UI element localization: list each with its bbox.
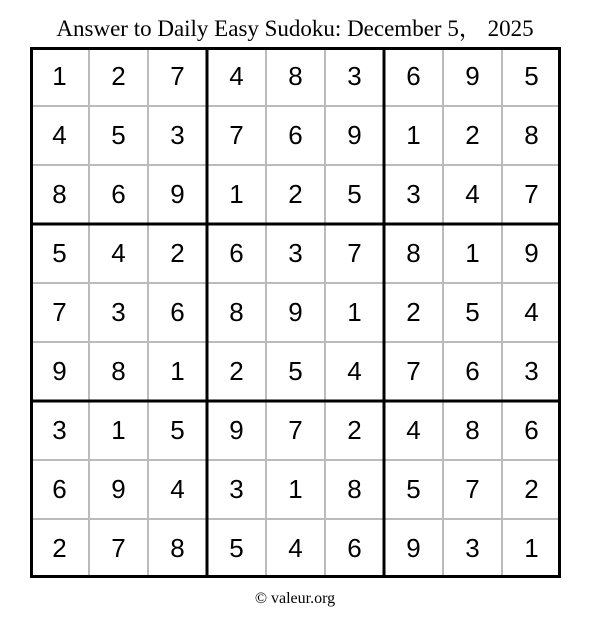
sudoku-cell-r1-c4: 4	[229, 61, 244, 91]
sudoku-cell-r6-c4: 2	[229, 356, 244, 386]
sudoku-cell-r9-c3: 8	[170, 533, 185, 563]
sudoku-cell-r6-c5: 5	[288, 356, 303, 386]
sudoku-cell-r8-c4: 3	[229, 474, 244, 504]
sudoku-cell-r8-c5: 1	[288, 474, 303, 504]
sudoku-cell-r5-c9: 4	[524, 297, 539, 327]
sudoku-cell-r7-c7: 4	[406, 415, 421, 445]
sudoku-cells	[30, 47, 561, 578]
sudoku-cell-r8-c9: 2	[524, 474, 539, 504]
puzzle-title: Answer to Daily Easy Sudoku: December 5， 2025	[56, 16, 534, 41]
sudoku-cell-r8-c6: 8	[347, 474, 362, 504]
sudoku-cell-r6-c9: 3	[524, 356, 539, 386]
sudoku-cell-r2-c5: 6	[288, 120, 303, 150]
sudoku-cell-r6-c7: 7	[406, 356, 421, 386]
sudoku-cell-r1-c5: 8	[288, 61, 303, 91]
sudoku-cell-r8-c2: 9	[111, 474, 126, 504]
sudoku-cell-r5-c2: 3	[111, 297, 126, 327]
sudoku-cell-r6-c1: 9	[52, 356, 67, 386]
sudoku-cell-r7-c2: 1	[111, 415, 126, 445]
sudoku-cell-r6-c8: 6	[465, 356, 480, 386]
sudoku-cell-r4-c7: 8	[406, 238, 421, 268]
copyright-footer: © valeur.org	[254, 590, 336, 607]
sudoku-cell-r3-c3: 9	[170, 179, 185, 209]
sudoku-cell-r9-c2: 7	[111, 533, 126, 563]
sudoku-cell-r9-c4: 5	[229, 533, 244, 563]
sudoku-cell-r8-c7: 5	[406, 474, 421, 504]
sudoku-cell-r5-c8: 5	[465, 297, 480, 327]
sudoku-cell-r7-c1: 3	[52, 415, 67, 445]
sudoku-cell-r3-c2: 6	[111, 179, 126, 209]
sudoku-cell-r9-c9: 1	[524, 533, 539, 563]
sudoku-cell-r2-c6: 9	[347, 120, 362, 150]
sudoku-cell-r2-c9: 8	[524, 120, 539, 150]
sudoku-cell-r5-c5: 9	[288, 297, 303, 327]
sudoku-cell-r1-c8: 9	[465, 61, 480, 91]
sudoku-cell-r7-c9: 6	[524, 415, 539, 445]
sudoku-cell-r3-c7: 3	[406, 179, 421, 209]
sudoku-cell-r4-c6: 7	[347, 238, 362, 268]
sudoku-cell-r2-c1: 4	[52, 120, 67, 150]
sudoku-cell-r7-c3: 5	[170, 415, 185, 445]
sudoku-cell-r5-c3: 6	[170, 297, 185, 327]
sudoku-cell-r2-c8: 2	[465, 120, 480, 150]
sudoku-cell-r7-c5: 7	[288, 415, 303, 445]
sudoku-cell-r1-c2: 2	[111, 61, 126, 91]
sudoku-cell-r5-c4: 8	[229, 297, 244, 327]
sudoku-cell-r5-c6: 1	[347, 297, 362, 327]
sudoku-cell-r9-c5: 4	[288, 533, 303, 563]
sudoku-cell-r7-c4: 9	[229, 415, 244, 445]
sudoku-cell-r2-c3: 3	[170, 120, 185, 150]
sudoku-cell-r8-c1: 6	[52, 474, 67, 504]
sudoku-cell-r3-c4: 1	[229, 179, 244, 209]
sudoku-cell-r7-c8: 8	[465, 415, 480, 445]
sudoku-cell-r9-c7: 9	[406, 533, 421, 563]
sudoku-cell-r2-c2: 5	[111, 120, 126, 150]
sudoku-cell-r9-c8: 3	[465, 533, 480, 563]
sudoku-cell-r2-c4: 7	[229, 120, 244, 150]
sudoku-cell-r4-c4: 6	[229, 238, 244, 268]
sudoku-cell-r4-c5: 3	[288, 238, 303, 268]
sudoku-cell-r3-c5: 2	[288, 179, 303, 209]
sudoku-cell-r9-c1: 2	[52, 533, 67, 563]
sudoku-cell-r4-c3: 2	[170, 238, 185, 268]
sudoku-cell-r7-c6: 2	[347, 415, 362, 445]
sudoku-cell-r8-c8: 7	[465, 474, 480, 504]
sudoku-cell-r5-c1: 7	[52, 297, 67, 327]
sudoku-cell-r6-c6: 4	[347, 356, 362, 386]
sudoku-cell-r5-c7: 2	[406, 297, 421, 327]
sudoku-cell-r3-c6: 5	[347, 179, 362, 209]
sudoku-cell-r6-c3: 1	[170, 356, 185, 386]
sudoku-cell-r4-c8: 1	[465, 238, 480, 268]
sudoku-cell-r8-c3: 4	[170, 474, 185, 504]
sudoku-board	[30, 47, 561, 578]
sudoku-cell-r1-c6: 3	[347, 61, 362, 91]
sudoku-cell-r4-c1: 5	[52, 238, 67, 268]
sudoku-cell-r2-c7: 1	[406, 120, 421, 150]
sudoku-cell-r9-c6: 6	[347, 533, 362, 563]
sudoku-cell-r4-c9: 9	[524, 238, 539, 268]
sudoku-cell-r6-c2: 8	[111, 356, 126, 386]
sudoku-cell-r1-c9: 5	[524, 61, 539, 91]
sudoku-cell-r1-c7: 6	[406, 61, 421, 91]
sudoku-cell-r3-c9: 7	[524, 179, 539, 209]
sudoku-cell-r1-c3: 7	[170, 61, 185, 91]
sudoku-cell-r1-c1: 1	[52, 61, 67, 91]
sudoku-cell-r4-c2: 4	[111, 238, 126, 268]
sudoku-cell-r3-c1: 8	[52, 179, 67, 209]
sudoku-cell-r3-c8: 4	[465, 179, 480, 209]
